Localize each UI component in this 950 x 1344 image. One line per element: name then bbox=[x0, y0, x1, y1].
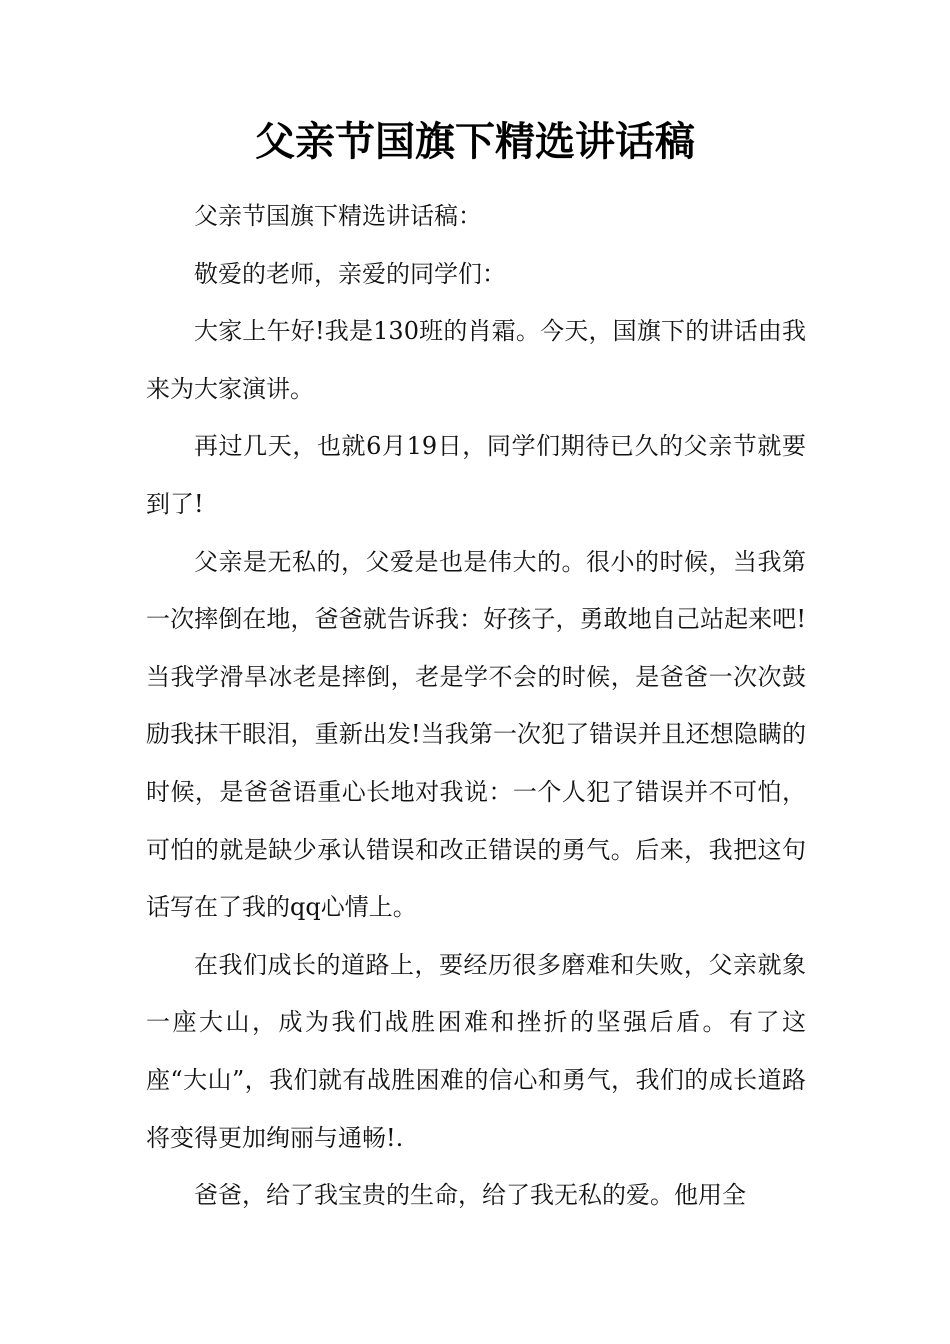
paragraph-gift-of-life: 爸爸，给了我宝贵的生命，给了我无私的爱。他用全 bbox=[194, 1181, 746, 1210]
paragraph-heading-line: 父亲节国旗下精选讲话稿： bbox=[194, 202, 482, 230]
document-body bbox=[146, 188, 806, 1225]
paragraph-salutation: 敬爱的老师，亲爱的同学们： bbox=[194, 259, 506, 288]
paragraph-fatherly-love: 父亲是无私的，父爱是也是伟大的。很小的时候，当我第一次摔倒在地，爸爸就告诉我：好孩子，勇敢地自己站起来吧!当我学滑旱冰老是摔倒，老是学不会的时候，是爸爸一次次鼓励我抹干眼泪，重新出发!当我第一次犯了错误并且还想隐瞒的时候，是爸爸语重心长地对我说：一个人犯了错误并不可怕，可怕的就是缺少承认错误和改正错误的勇气。后来，我把这句话写在了我的qq心情上。 bbox=[146, 547, 806, 922]
paragraph-fathers-day: 再过几天，也就6月19日，同学们期待已久的父亲节就要到了! bbox=[146, 432, 806, 518]
document-title: 父亲节国旗下精选讲话稿 bbox=[255, 118, 695, 165]
paragraph-greeting: 大家上午好!我是130班的肖霜。今天，国旗下的讲话由我来为大家演讲。 bbox=[146, 317, 806, 403]
paragraph-growth: 在我们成长的道路上，要经历很多磨难和失败，父亲就象一座大山，成为我们战胜困难和挫折的坚强后盾。有了这座“大山”，我们就有战胜困难的信心和勇气，我们的成长道路将变得更加绚丽与通畅!. bbox=[146, 950, 806, 1152]
